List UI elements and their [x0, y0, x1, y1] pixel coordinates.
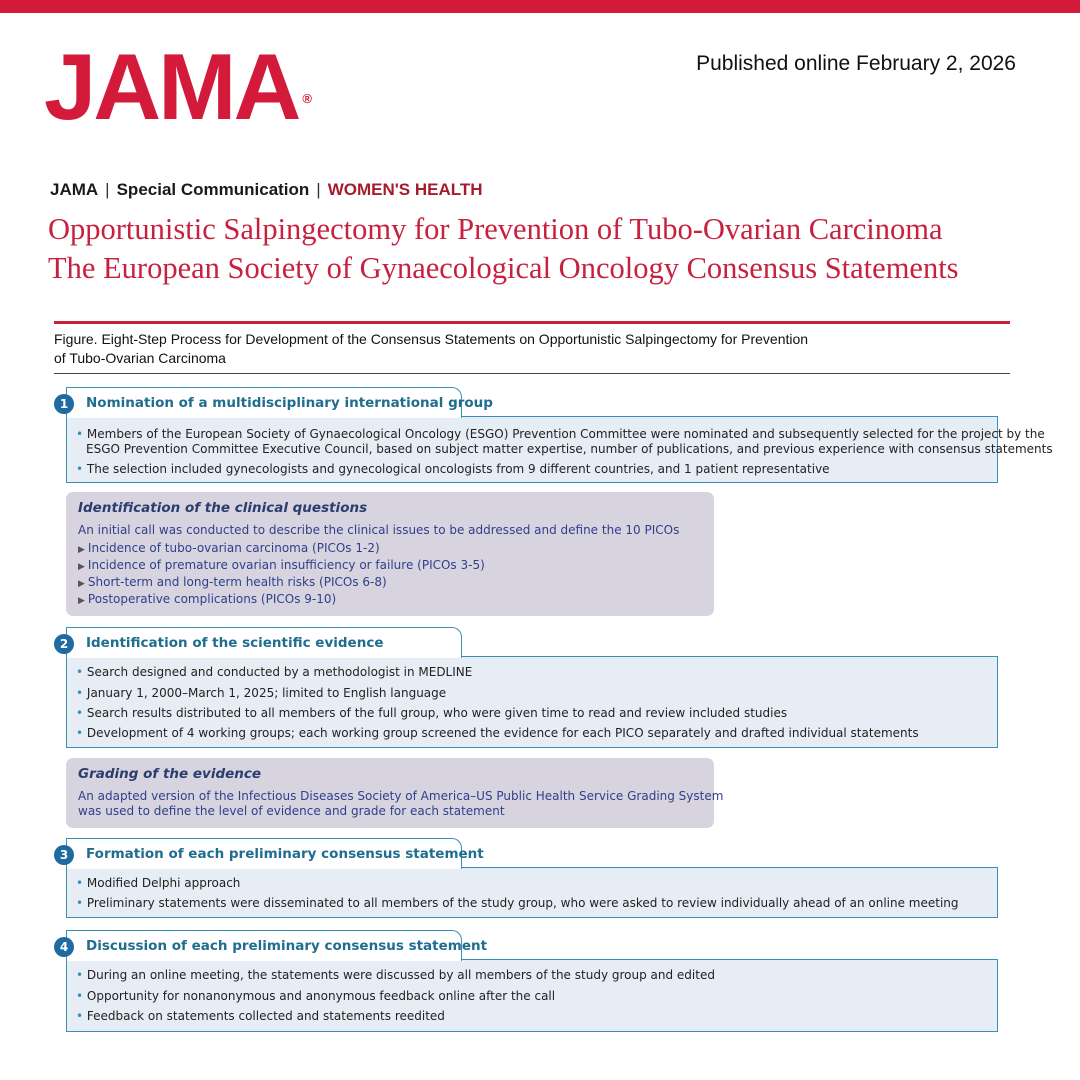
step-4-bullet: • During an online meeting, the statements were discussed by all members of the study group and edited: [76, 968, 715, 982]
grading-line: An adapted version of the Infectious Diseases Society of America–US Public Health Service Grading System: [78, 789, 724, 803]
step-1-title: Nomination of a multidisciplinary international group: [86, 395, 493, 411]
step-2-bullet: • January 1, 2000–March 1, 2025; limited to English language: [76, 686, 447, 700]
pico-item: ▶ Incidence of tubo-ovarian carcinoma (PICOs 1-2): [78, 541, 380, 555]
article-subtitle: The European Society of Gynaecological Oncology Consensus Statements: [48, 251, 959, 285]
step-2-title: Identification of the scientific evidence: [86, 635, 384, 651]
step-1-number-badge: 1: [54, 394, 74, 414]
step-4-bullet: • Feedback on statements collected and statements reedited: [76, 1009, 445, 1023]
step-2-bullet: • Search designed and conducted by a methodologist in MEDLINE: [76, 665, 473, 679]
breadcrumb-journal: JAMA: [50, 180, 99, 199]
breadcrumb-topic: WOMEN'S HEALTH: [327, 180, 483, 199]
grading-title: Grading of the evidence: [78, 766, 262, 782]
figure-rule-top: [54, 321, 1010, 324]
breadcrumb: JAMA | Special Communication | WOMEN'S HEALTH: [50, 180, 483, 199]
figure-caption: Figure. Eight-Step Process for Development of the Consensus Statements on Opportunistic Salpingectomy for Prevention of Tubo-Ovarian Carcinoma: [54, 331, 809, 366]
clinical-questions-intro: An initial call was conducted to describe the clinical issues to be addressed and define the 10 PICOs: [78, 523, 680, 537]
pico-item: ▶ Incidence of premature ovarian insufficiency or failure (PICOs 3-5): [78, 558, 485, 572]
figure-rule-bottom: [54, 373, 1010, 374]
clinical-questions-title: Identification of the clinical questions: [78, 500, 368, 516]
step-4-bullet: • Opportunity for nonanonymous and anonymous feedback online after the call: [76, 989, 556, 1003]
step-3-bullet: • Modified Delphi approach: [76, 876, 241, 890]
step-4-number-badge: 4: [54, 937, 74, 957]
article-title: Opportunistic Salpingectomy for Prevention of Tubo-Ovarian Carcinoma: [48, 212, 943, 246]
top-accent-bar: [0, 0, 1080, 13]
step-3-title: Formation of each preliminary consensus statement: [86, 846, 484, 862]
published-date: Published online February 2, 2026: [696, 52, 1016, 75]
step-2-bullet: • Development of 4 working groups; each working group screened the evidence for each PICO separately and drafted individual statements: [76, 726, 919, 740]
step-2-number-badge: 2: [54, 634, 74, 654]
pico-item: ▶ Postoperative complications (PICOs 9-10): [78, 592, 337, 606]
pico-item: ▶ Short-term and long-term health risks (PICOs 6-8): [78, 575, 387, 589]
jama-logo: JAMA ®: [44, 34, 312, 139]
step-1-bullet: • Members of the European Society of Gynaecological Oncology (ESGO) Prevention Committee were nominated and subsequently selected for the project by the: [76, 427, 1045, 441]
step-3-bullet: • Preliminary statements were disseminated to all members of the study group, who were asked to review individually ahead of an online meeting: [76, 896, 959, 910]
step-3-number-badge: 3: [54, 845, 74, 865]
step-1-bullet: • The selection included gynecologists and gynecological oncologists from 9 different countries, and 1 patient representative: [76, 462, 830, 476]
grading-line: was used to define the level of evidence and grade for each statement: [78, 804, 505, 818]
step-2-bullet: • Search results distributed to all members of the full group, who were given time to read and review included studies: [76, 706, 788, 720]
breadcrumb-type: Special Communication: [116, 180, 310, 199]
step-4-title: Discussion of each preliminary consensus statement: [86, 938, 488, 954]
step-1-bullet-continued: ESGO Prevention Committee Executive Council, based on subject matter expertise, number of publications, and previous experience with consensus statements: [86, 442, 1053, 456]
